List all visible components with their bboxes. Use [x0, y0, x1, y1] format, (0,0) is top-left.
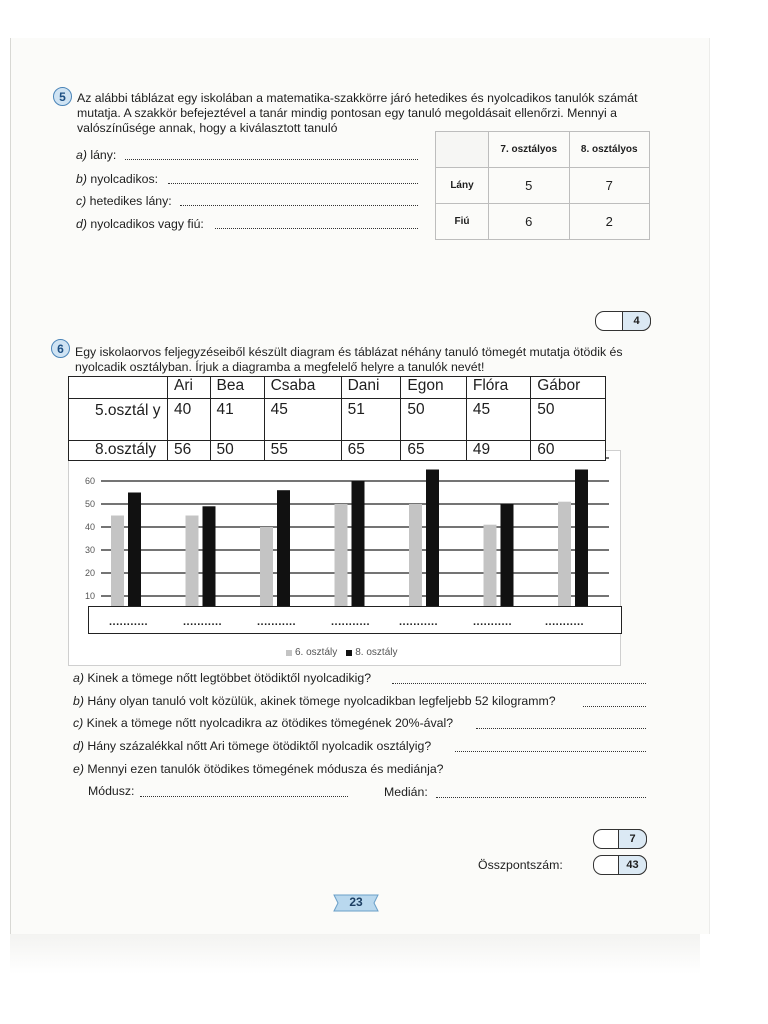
total-score-label: Összpontszám:: [478, 858, 563, 872]
q5-table-row-label: Lány: [436, 168, 489, 204]
total-score: 43: [618, 855, 647, 875]
q6-score: 7: [618, 829, 647, 849]
q6-item-c-text: Kinek a tömege nőtt nyolcadikra az ötödikes tömegének 20%-ával?: [86, 716, 454, 730]
q6-table-cell: 50: [210, 441, 264, 461]
legend-label-8th: 8. osztály: [355, 647, 398, 658]
page-edge: [10, 934, 700, 974]
bar-8th-grade: [352, 481, 365, 619]
q6-item-d-text: Hány százalékkal nőtt Ari tömege ötödiktől nyolcadik osztályig?: [87, 739, 432, 753]
q6-table-cell: 50: [531, 399, 606, 441]
q6-table-name: Csaba: [264, 377, 341, 399]
legend-label-6th: 6. osztály: [295, 647, 338, 658]
q6-item-a-letter: a): [73, 671, 84, 685]
q6-item-b: [73, 694, 556, 708]
q6-table-name: Bea: [210, 377, 264, 399]
q6-answer-line-d[interactable]: [455, 751, 646, 752]
q5-answer-line-a[interactable]: [125, 159, 418, 160]
q6-item-b-letter: b): [73, 694, 84, 708]
q5-table-row-label: Fiú: [436, 204, 489, 240]
q6-table-cell: 45: [466, 399, 530, 441]
q6-table-corner: [69, 377, 168, 399]
name-slot-4[interactable]: ...........: [331, 616, 371, 628]
q6-answer-line-b[interactable]: [583, 706, 646, 707]
median-label: Medián:: [384, 785, 428, 799]
bar-8th-grade: [501, 504, 514, 619]
name-slot-3[interactable]: ...........: [257, 616, 297, 628]
q5-table-cell: 6: [489, 204, 570, 240]
bar-6th-grade: [111, 516, 124, 620]
q6-table-cell: 65: [401, 441, 467, 461]
name-slot-2[interactable]: ...........: [183, 616, 223, 628]
q6-item-e: [73, 762, 444, 776]
name-slot-1[interactable]: ...........: [109, 616, 149, 628]
q6-item-c: [73, 716, 453, 730]
q5-item-a-letter: a): [76, 148, 87, 162]
y-tick-label: 30: [84, 545, 95, 555]
q6-item-c-letter: c): [73, 716, 84, 730]
q6-table-cell: 45: [264, 399, 341, 441]
q6-item-b-text: Hány olyan tanuló volt közülük, akinek tömege nyolcadikban legfeljebb 52 kilogramm?: [87, 694, 556, 708]
y-tick-label: 60: [84, 476, 95, 486]
legend-swatch-8th: [346, 650, 352, 656]
legend-swatch-6th: [286, 650, 292, 656]
bar-6th-grade: [186, 516, 199, 620]
q5-table-header: 8. osztályos: [569, 132, 650, 168]
q6-table-name: Egon: [401, 377, 467, 399]
q5-item-c: [76, 194, 172, 208]
name-answer-box: [88, 606, 622, 634]
bar-8th-grade: [128, 493, 141, 620]
bar-6th-grade: [484, 525, 497, 619]
q5-table-cell: 7: [569, 168, 650, 204]
q6-table-cell: 65: [341, 441, 401, 461]
question-6-number: 6: [51, 339, 70, 358]
bar-8th-grade: [277, 490, 290, 619]
q6-table-cell: 49: [466, 441, 530, 461]
q5-table-corner: [436, 132, 489, 168]
modusz-label: Módusz:: [88, 784, 135, 798]
q6-table-name: Dani: [341, 377, 401, 399]
y-tick-label: 40: [84, 522, 95, 532]
q5-table-header: 7. osztályos: [489, 132, 570, 168]
y-tick-label: 50: [84, 499, 95, 509]
q6-table-cell: 40: [168, 399, 211, 441]
q5-item-d: [76, 217, 204, 231]
q6-table-cell: 56: [168, 441, 211, 461]
q6-weight-table: [68, 376, 606, 461]
q5-table: [435, 131, 650, 240]
name-slot-7[interactable]: ...........: [545, 616, 585, 628]
modusz-answer-line[interactable]: [140, 796, 348, 797]
q5-answer-line-c[interactable]: [180, 205, 418, 206]
q6-answer-line-c[interactable]: [476, 728, 646, 729]
bar-6th-grade: [558, 502, 571, 619]
q5-answer-line-d[interactable]: [215, 228, 418, 229]
q5-table-cell: 5: [489, 168, 570, 204]
q6-table-cell: 60: [531, 441, 606, 461]
q5-item-b-text: nyolcadikos:: [90, 172, 159, 186]
q6-answer-line-a[interactable]: [392, 683, 646, 684]
bar-6th-grade: [409, 504, 422, 619]
q6-table-name: Flóra: [466, 377, 530, 399]
q5-score: 4: [622, 311, 651, 331]
q6-item-e-letter: e): [73, 762, 84, 776]
y-tick-label: 20: [84, 568, 95, 578]
q6-table-cell: 41: [210, 399, 264, 441]
q5-item-b: [76, 172, 158, 186]
page-number: 23: [349, 895, 363, 909]
q5-item-a: [76, 148, 116, 162]
question-5-number: 5: [53, 87, 72, 106]
page-number-badge: [330, 893, 382, 913]
y-tick-label: 10: [84, 591, 95, 601]
q5-item-c-letter: c): [76, 194, 87, 208]
q6-table-cell: 51: [341, 399, 401, 441]
q6-table-name: Gábor: [531, 377, 606, 399]
name-slot-6[interactable]: ...........: [473, 616, 513, 628]
bar-8th-grade: [575, 470, 588, 620]
q5-item-b-letter: b): [76, 172, 87, 186]
q6-item-a: [73, 671, 371, 685]
q5-item-a-text: lány:: [90, 148, 117, 162]
q5-item-d-text: nyolcadikos vagy fiú:: [90, 217, 204, 231]
question-5-text: Az alábbi táblázat egy iskolában a matematika-szakkörre járó hetedikes és nyolcadikos tanulók számát mutatja. A szakkör befejeztével a tanár mindig pontosan egy tanuló megoldásait ellenőrzi. Mennyi a valószínűsége annak, hogy a kiválasztott tanuló: [77, 91, 638, 135]
q6-item-d-letter: d): [73, 739, 84, 753]
q5-answer-line-b[interactable]: [168, 183, 418, 184]
bar-8th-grade: [426, 470, 439, 620]
name-slot-5[interactable]: ...........: [399, 616, 439, 628]
q6-table-cell: 55: [264, 441, 341, 461]
q5-table-cell: 2: [569, 204, 650, 240]
bar-6th-grade: [335, 504, 348, 619]
q6-table-name: Ari: [168, 377, 211, 399]
q6-item-a-text: Kinek a tömege nőtt legtöbbet ötödiktől nyolcadikig?: [87, 671, 372, 685]
q6-table-cell: 50: [401, 399, 467, 441]
chart-legend: [286, 647, 398, 658]
question-6-text: Egy iskolaorvos feljegyzéseiből készült diagram és táblázat néhány tanuló tömegét mutatja ötödik és nyolcadik osztályban. Írjuk a diagramba a megfelelő helyre a tanulók nevét!: [75, 345, 623, 374]
q5-item-d-letter: d): [76, 217, 87, 231]
median-answer-line[interactable]: [436, 797, 646, 798]
q6-table-row-label: 5.osztál y: [69, 399, 168, 441]
bar-8th-grade: [203, 506, 216, 619]
q6-table-row-label: 8.osztály: [69, 441, 168, 461]
q6-item-e-text: Mennyi ezen tanulók ötödikes tömegének módusza és mediánja?: [87, 762, 444, 776]
q5-item-c-text: hetedikes lány:: [89, 194, 172, 208]
q6-item-d: [73, 739, 431, 753]
